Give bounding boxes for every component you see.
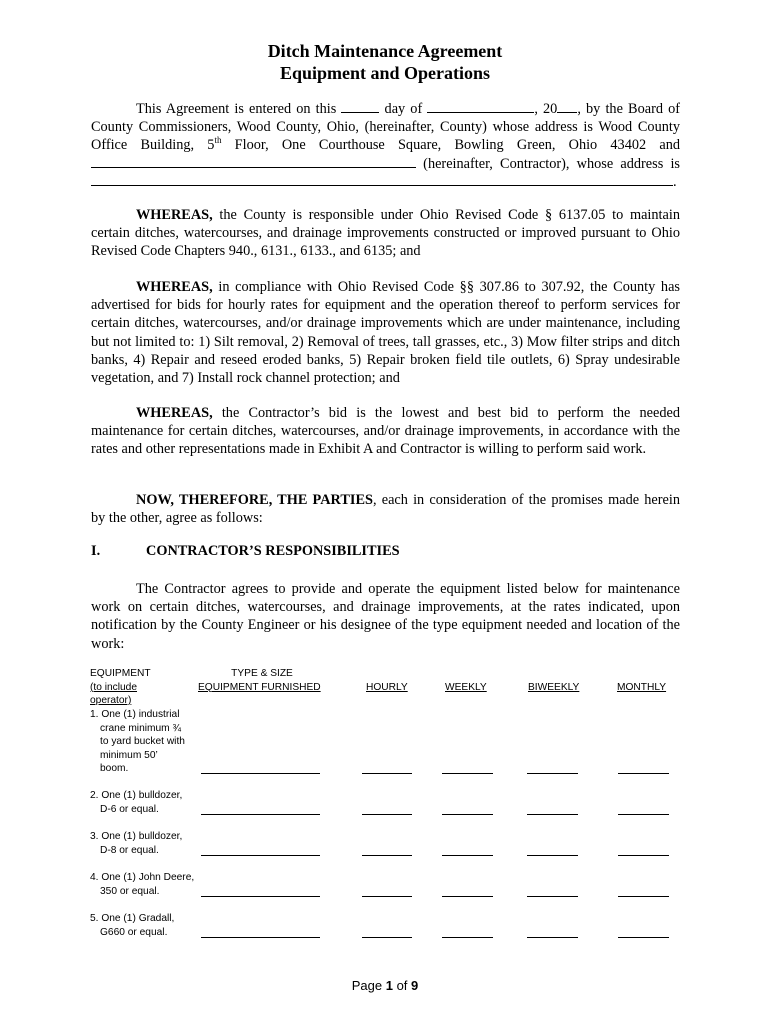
type-size-field[interactable] [201, 855, 320, 856]
biweekly-rate-field[interactable] [527, 773, 578, 774]
hourly-rate-field[interactable] [362, 773, 412, 774]
weekly-rate-field[interactable] [442, 896, 493, 897]
now-therefore-paragraph: NOW, THEREFORE, THE PARTIES, each in consideration of the promises made herein by the other, agree as follows: [91, 492, 680, 527]
type-size-field[interactable] [201, 814, 320, 815]
col-hourly-header: HOURLY [366, 682, 408, 693]
day-blank[interactable] [341, 100, 379, 113]
monthly-rate-field[interactable] [618, 937, 669, 938]
intro-paragraph: This Agreement is entered on this day of , 20 , by the Board of County Commissioners, Wood County, Ohio, (hereinafter, County) whose address is Wood County Office Building, 5th Floor, One Courthouse Square, Bowling Green, Ohio 43402 and (hereinafter, Contractor), whose address is . [91, 101, 681, 190]
page-total: 9 [411, 978, 419, 993]
biweekly-rate-field[interactable] [527, 814, 578, 815]
whereas-paragraph-2: WHEREAS, in compliance with Ohio Revised Code §§ 307.86 to 307.92, the County has advertised for bids for hourly rates for equipment and the operation thereof to perform services for certain ditches, watercourses, and/or drainage improvements which are under maintenance, including but not limited to: 1) Silt removal, 2) Removal of trees, tall grasses, etc., 3) Mow filter strips and ditch banks, 4) Repair and reseed eroded banks, 5) Repair broken field tile outlets, 6) Spray undesirable vegetation, and 7) Install rock channel protection; and [91, 279, 680, 387]
whereas-paragraph-3: WHEREAS, the Contractor’s bid is the lowest and best bid to perform the needed maintenance for certain ditches, watercourses, and/or drainage improvements, in accordance with the rates and other representations made in Exhibit A and Contractor is willing to perform said work. [91, 405, 680, 458]
table-row: 2. One (1) bulldozer, D-6 or equal. [90, 790, 183, 815]
col-type-header: TYPE & SIZE EQUIPMENT FURNISHED [198, 668, 321, 693]
table-row: 3. One (1) bulldozer, D-8 or equal. [90, 831, 183, 856]
col-equipment-header: EQUIPMENT (to include operator) [90, 668, 151, 707]
col-biweekly-header: BIWEEKLY [528, 682, 580, 693]
weekly-rate-field[interactable] [442, 855, 493, 856]
type-size-field[interactable] [201, 896, 320, 897]
section-number: I. [91, 543, 101, 559]
whereas-paragraph-1: WHEREAS, the County is responsible under Ohio Revised Code § 6137.05 to maintain certain ditches, watercourses, and drainage improvements constructed or improved pursuant to Ohio Revised Code Chapters 940., 6131., 6133., and 6135; and [91, 207, 680, 260]
biweekly-rate-field[interactable] [527, 855, 578, 856]
table-row: 1. One (1) industrial crane minimum ¾ to yard bucket with minimum 50’ boom. [90, 709, 185, 775]
hourly-rate-field[interactable] [362, 937, 412, 938]
contractor-name-blank[interactable] [91, 155, 416, 168]
table-row: 4. One (1) John Deere, 350 or equal. [90, 872, 195, 897]
hourly-rate-field[interactable] [362, 896, 412, 897]
type-size-field[interactable] [201, 937, 320, 938]
monthly-rate-field[interactable] [618, 814, 669, 815]
hourly-rate-field[interactable] [362, 814, 412, 815]
section-heading [91, 543, 400, 560]
document-subtitle: Equipment and Operations [279, 63, 491, 83]
biweekly-rate-field[interactable] [527, 937, 578, 938]
col-weekly-header: WEEKLY [445, 682, 487, 693]
monthly-rate-field[interactable] [618, 773, 669, 774]
page-footer: Page 1 of 9 [351, 978, 419, 993]
weekly-rate-field[interactable] [442, 937, 493, 938]
document-title: Ditch Maintenance Agreement [267, 41, 503, 61]
year-blank[interactable] [557, 100, 577, 113]
col-monthly-header: MONTHLY [617, 682, 667, 693]
table-row: 5. One (1) Gradall, G660 or equal. [90, 913, 175, 938]
section-paragraph: The Contractor agrees to provide and operate the equipment listed below for maintenance work on certain ditches, watercourses, and drainage improvements, at the rates indicated, upon notification by the County Engineer or his designee of the type equipment needed and location of the work: [91, 581, 680, 652]
monthly-rate-field[interactable] [618, 855, 669, 856]
page-number: 1 [385, 978, 393, 993]
section-title: CONTRACTOR’S RESPONSIBILITIES [146, 543, 400, 559]
type-size-field[interactable] [201, 773, 320, 774]
hourly-rate-field[interactable] [362, 855, 412, 856]
month-blank[interactable] [427, 100, 534, 113]
weekly-rate-field[interactable] [442, 814, 493, 815]
weekly-rate-field[interactable] [442, 773, 493, 774]
monthly-rate-field[interactable] [618, 896, 669, 897]
contractor-address-blank[interactable] [91, 173, 673, 186]
biweekly-rate-field[interactable] [527, 896, 578, 897]
